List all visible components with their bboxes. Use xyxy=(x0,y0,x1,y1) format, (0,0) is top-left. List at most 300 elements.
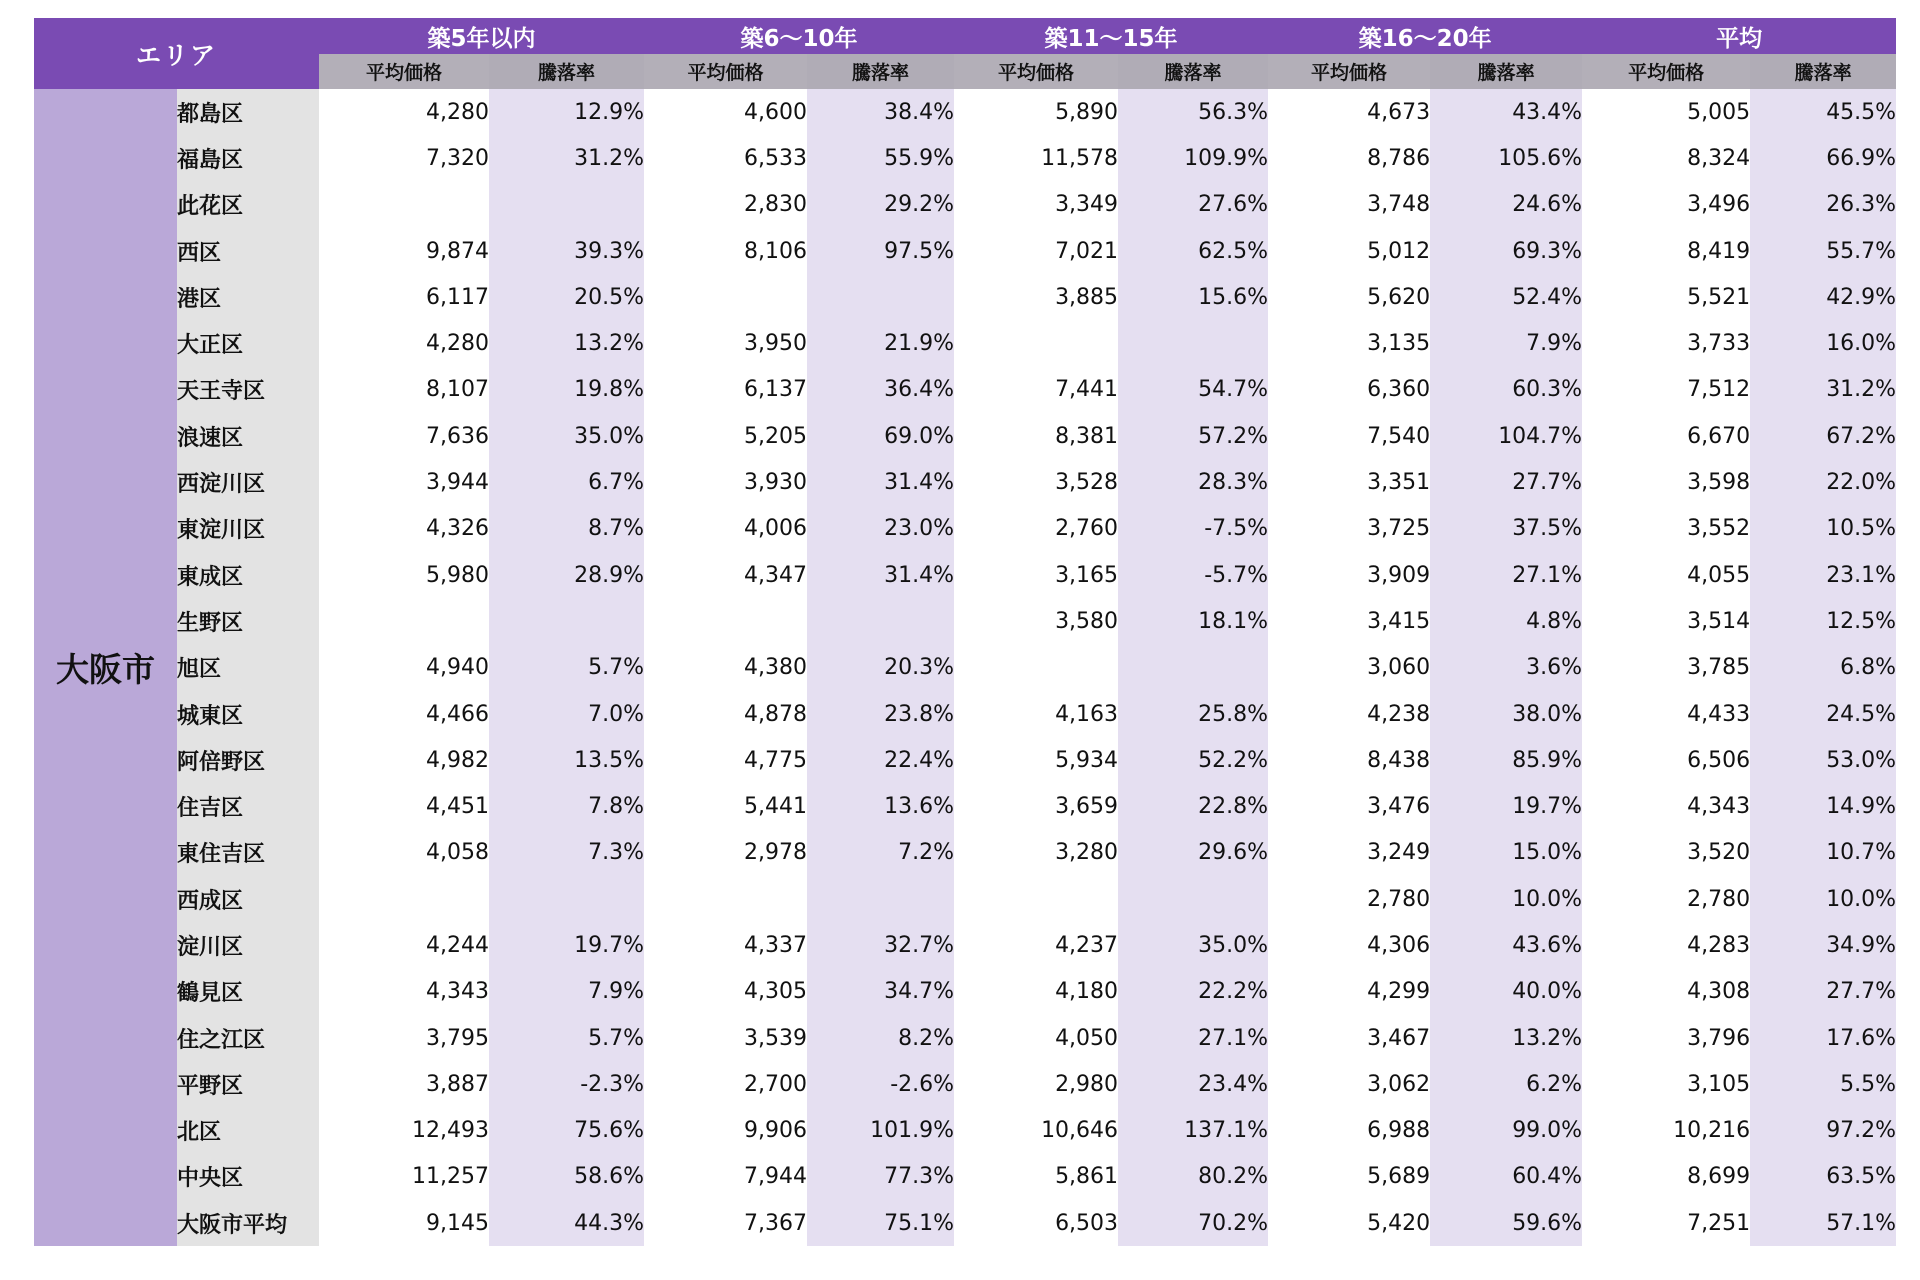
rate-cell: 27.1% xyxy=(1118,1015,1268,1061)
price-cell: 3,062 xyxy=(1268,1061,1430,1107)
header-row-groups xyxy=(34,18,1896,54)
rate-cell: 20.5% xyxy=(489,274,644,320)
rate-cell: 19.7% xyxy=(489,922,644,968)
table-row xyxy=(34,1061,1896,1107)
rate-cell: 62.5% xyxy=(1118,228,1268,274)
ward-name: 福島区 xyxy=(177,135,319,181)
rate-cell: 10.7% xyxy=(1750,830,1896,876)
rate-cell: 99.0% xyxy=(1430,1108,1582,1154)
rate-cell: -2.6% xyxy=(807,1061,954,1107)
price-cell: 3,476 xyxy=(1268,783,1430,829)
rate-cell: 13.2% xyxy=(489,320,644,366)
price-cell: 4,238 xyxy=(1268,691,1430,737)
price-cell: 4,600 xyxy=(644,89,807,135)
price-cell: 3,598 xyxy=(1582,459,1750,505)
price-cell: 4,878 xyxy=(644,691,807,737)
price-cell: 3,950 xyxy=(644,320,807,366)
rate-cell: 31.4% xyxy=(807,459,954,505)
table-row xyxy=(34,506,1896,552)
price-cell: 4,326 xyxy=(319,506,489,552)
price-cell: 2,980 xyxy=(954,1061,1118,1107)
rate-cell: 80.2% xyxy=(1118,1154,1268,1200)
price-cell xyxy=(319,598,489,644)
rate-cell: 8.2% xyxy=(807,1015,954,1061)
price-cell: 6,117 xyxy=(319,274,489,320)
ward-name: 生野区 xyxy=(177,598,319,644)
price-cell: 3,514 xyxy=(1582,598,1750,644)
price-cell: 7,636 xyxy=(319,413,489,459)
rate-cell: 17.6% xyxy=(1750,1015,1896,1061)
rate-cell: 42.9% xyxy=(1750,274,1896,320)
price-table xyxy=(34,18,1896,1246)
rate-cell: 85.9% xyxy=(1430,737,1582,783)
rate-cell: 52.4% xyxy=(1430,274,1582,320)
rate-cell: -7.5% xyxy=(1118,506,1268,552)
price-cell: 3,785 xyxy=(1582,645,1750,691)
rate-cell xyxy=(1118,320,1268,366)
rate-cell: 52.2% xyxy=(1118,737,1268,783)
sub-header-rate: 騰落率 xyxy=(489,54,644,89)
rate-cell: 22.0% xyxy=(1750,459,1896,505)
rate-cell: 13.6% xyxy=(807,783,954,829)
price-cell: 5,420 xyxy=(1268,1200,1430,1246)
rate-cell: 97.2% xyxy=(1750,1108,1896,1154)
price-cell: 7,441 xyxy=(954,367,1118,413)
ward-name: 西成区 xyxy=(177,876,319,922)
rate-cell: 16.0% xyxy=(1750,320,1896,366)
group-header: 平均 xyxy=(1582,18,1896,54)
price-cell xyxy=(319,182,489,228)
rate-cell: 22.2% xyxy=(1118,969,1268,1015)
price-cell: 3,885 xyxy=(954,274,1118,320)
price-cell: 3,944 xyxy=(319,459,489,505)
price-cell xyxy=(954,645,1118,691)
table-row xyxy=(34,969,1896,1015)
rate-cell xyxy=(807,876,954,922)
ward-name: 鶴見区 xyxy=(177,969,319,1015)
price-cell: 4,673 xyxy=(1268,89,1430,135)
rate-cell: 53.0% xyxy=(1750,737,1896,783)
rate-cell: 75.1% xyxy=(807,1200,954,1246)
rate-cell: 7.9% xyxy=(489,969,644,1015)
sub-header-rate: 騰落率 xyxy=(807,54,954,89)
rate-cell xyxy=(807,274,954,320)
ward-name: 阿倍野区 xyxy=(177,737,319,783)
price-cell: 4,466 xyxy=(319,691,489,737)
ward-name: 城東区 xyxy=(177,691,319,737)
rate-cell: 27.7% xyxy=(1430,459,1582,505)
rate-cell: 29.2% xyxy=(807,182,954,228)
group-header: 築6〜10年 xyxy=(644,18,954,54)
price-cell: 7,512 xyxy=(1582,367,1750,413)
price-cell: 6,670 xyxy=(1582,413,1750,459)
price-cell: 4,305 xyxy=(644,969,807,1015)
price-cell: 3,733 xyxy=(1582,320,1750,366)
price-cell: 11,257 xyxy=(319,1154,489,1200)
rate-cell: 27.1% xyxy=(1430,552,1582,598)
rate-cell: 45.5% xyxy=(1750,89,1896,135)
price-cell: 5,689 xyxy=(1268,1154,1430,1200)
rate-cell: 27.7% xyxy=(1750,969,1896,1015)
ward-name: 西淀川区 xyxy=(177,459,319,505)
price-cell: 11,578 xyxy=(954,135,1118,181)
price-cell: 3,725 xyxy=(1268,506,1430,552)
rate-cell: 10.5% xyxy=(1750,506,1896,552)
rate-cell: 7.0% xyxy=(489,691,644,737)
rate-cell: 56.3% xyxy=(1118,89,1268,135)
rate-cell: 12.9% xyxy=(489,89,644,135)
ward-name: 淀川区 xyxy=(177,922,319,968)
price-cell: 7,367 xyxy=(644,1200,807,1246)
rate-cell: 6.7% xyxy=(489,459,644,505)
table-row xyxy=(34,645,1896,691)
table-row xyxy=(34,320,1896,366)
price-cell: 5,521 xyxy=(1582,274,1750,320)
price-cell: 4,982 xyxy=(319,737,489,783)
price-cell: 4,451 xyxy=(319,783,489,829)
total-row xyxy=(34,1200,1896,1246)
price-cell: 8,107 xyxy=(319,367,489,413)
price-cell: 6,988 xyxy=(1268,1108,1430,1154)
rate-cell: 23.8% xyxy=(807,691,954,737)
ward-name: 住之江区 xyxy=(177,1015,319,1061)
ward-name: 東淀川区 xyxy=(177,506,319,552)
price-cell: 3,659 xyxy=(954,783,1118,829)
table-row xyxy=(34,737,1896,783)
rate-cell xyxy=(489,876,644,922)
price-cell: 7,944 xyxy=(644,1154,807,1200)
rate-cell: 24.6% xyxy=(1430,182,1582,228)
price-cell xyxy=(644,274,807,320)
rate-cell: 7.2% xyxy=(807,830,954,876)
price-cell: 5,620 xyxy=(1268,274,1430,320)
table-row xyxy=(34,1154,1896,1200)
rate-cell: 75.6% xyxy=(489,1108,644,1154)
price-cell: 3,280 xyxy=(954,830,1118,876)
rate-cell: 13.2% xyxy=(1430,1015,1582,1061)
rate-cell: 101.9% xyxy=(807,1108,954,1154)
price-cell xyxy=(644,876,807,922)
price-cell: 6,360 xyxy=(1268,367,1430,413)
rate-cell: 29.6% xyxy=(1118,830,1268,876)
rate-cell: 57.1% xyxy=(1750,1200,1896,1246)
price-cell: 4,940 xyxy=(319,645,489,691)
price-cell: 3,748 xyxy=(1268,182,1430,228)
price-cell: 4,343 xyxy=(319,969,489,1015)
price-cell: 4,244 xyxy=(319,922,489,968)
rate-cell: 58.6% xyxy=(489,1154,644,1200)
table-row xyxy=(34,228,1896,274)
rate-cell: 22.8% xyxy=(1118,783,1268,829)
rate-cell: -5.7% xyxy=(1118,552,1268,598)
rate-cell: 66.9% xyxy=(1750,135,1896,181)
price-cell: 3,796 xyxy=(1582,1015,1750,1061)
price-cell: 8,324 xyxy=(1582,135,1750,181)
rate-cell: 8.7% xyxy=(489,506,644,552)
table-row xyxy=(34,1015,1896,1061)
table-row xyxy=(34,89,1896,135)
price-cell xyxy=(319,876,489,922)
rate-cell: 59.6% xyxy=(1430,1200,1582,1246)
rate-cell xyxy=(1118,645,1268,691)
table-row xyxy=(34,135,1896,181)
price-cell: 5,012 xyxy=(1268,228,1430,274)
rate-cell: 13.5% xyxy=(489,737,644,783)
price-cell: 10,216 xyxy=(1582,1108,1750,1154)
ward-name: 西区 xyxy=(177,228,319,274)
rate-cell: 6.8% xyxy=(1750,645,1896,691)
ward-name: 北区 xyxy=(177,1108,319,1154)
price-cell: 3,351 xyxy=(1268,459,1430,505)
price-cell: 7,540 xyxy=(1268,413,1430,459)
price-cell: 8,786 xyxy=(1268,135,1430,181)
price-cell: 8,438 xyxy=(1268,737,1430,783)
price-cell: 4,308 xyxy=(1582,969,1750,1015)
price-cell: 2,700 xyxy=(644,1061,807,1107)
rate-cell: 6.2% xyxy=(1430,1061,1582,1107)
rate-cell: 4.8% xyxy=(1430,598,1582,644)
price-cell: 8,381 xyxy=(954,413,1118,459)
price-cell: 3,909 xyxy=(1268,552,1430,598)
price-cell: 7,251 xyxy=(1582,1200,1750,1246)
price-cell: 6,506 xyxy=(1582,737,1750,783)
ward-name: 東住吉区 xyxy=(177,830,319,876)
rate-cell: 38.4% xyxy=(807,89,954,135)
ward-name: 大正区 xyxy=(177,320,319,366)
rate-cell: 55.7% xyxy=(1750,228,1896,274)
price-cell: 3,165 xyxy=(954,552,1118,598)
price-cell: 2,780 xyxy=(1268,876,1430,922)
price-cell xyxy=(954,320,1118,366)
city-label: 大阪市 xyxy=(34,89,177,1246)
price-cell: 4,006 xyxy=(644,506,807,552)
group-header: 築5年以内 xyxy=(319,18,644,54)
price-cell: 3,060 xyxy=(1268,645,1430,691)
price-cell: 2,978 xyxy=(644,830,807,876)
ward-name: 天王寺区 xyxy=(177,367,319,413)
price-cell: 4,163 xyxy=(954,691,1118,737)
price-cell: 6,137 xyxy=(644,367,807,413)
rate-cell: 28.3% xyxy=(1118,459,1268,505)
price-cell: 4,775 xyxy=(644,737,807,783)
rate-cell: 63.5% xyxy=(1750,1154,1896,1200)
table-row xyxy=(34,1108,1896,1154)
rate-cell: 97.5% xyxy=(807,228,954,274)
ward-name: 中央区 xyxy=(177,1154,319,1200)
sub-header-price: 平均価格 xyxy=(319,54,489,89)
rate-cell: 40.0% xyxy=(1430,969,1582,1015)
price-cell: 3,496 xyxy=(1582,182,1750,228)
table-row xyxy=(34,413,1896,459)
rate-cell: 15.0% xyxy=(1430,830,1582,876)
group-header: 築11〜15年 xyxy=(954,18,1268,54)
rate-cell: 104.7% xyxy=(1430,413,1582,459)
price-cell: 2,780 xyxy=(1582,876,1750,922)
price-cell: 10,646 xyxy=(954,1108,1118,1154)
sub-header-rate: 騰落率 xyxy=(1750,54,1896,89)
area-header: エリア xyxy=(34,18,319,89)
table-row xyxy=(34,367,1896,413)
rate-cell: 31.2% xyxy=(1750,367,1896,413)
price-cell: 6,533 xyxy=(644,135,807,181)
table-row xyxy=(34,274,1896,320)
price-cell: 5,890 xyxy=(954,89,1118,135)
rate-cell: 137.1% xyxy=(1118,1108,1268,1154)
rate-cell: 27.6% xyxy=(1118,182,1268,228)
rate-cell: 69.3% xyxy=(1430,228,1582,274)
rate-cell: 43.6% xyxy=(1430,922,1582,968)
ward-name: 浪速区 xyxy=(177,413,319,459)
price-cell: 5,861 xyxy=(954,1154,1118,1200)
price-cell: 6,503 xyxy=(954,1200,1118,1246)
price-cell: 4,337 xyxy=(644,922,807,968)
rate-cell: 60.3% xyxy=(1430,367,1582,413)
rate-cell: 22.4% xyxy=(807,737,954,783)
rate-cell: 54.7% xyxy=(1118,367,1268,413)
ward-name: 大阪市平均 xyxy=(177,1200,319,1246)
table-row xyxy=(34,459,1896,505)
rate-cell: 26.3% xyxy=(1750,182,1896,228)
price-cell: 2,760 xyxy=(954,506,1118,552)
price-cell: 7,021 xyxy=(954,228,1118,274)
price-cell: 3,467 xyxy=(1268,1015,1430,1061)
table-row xyxy=(34,691,1896,737)
rate-cell: 24.5% xyxy=(1750,691,1896,737)
rate-cell: 67.2% xyxy=(1750,413,1896,459)
rate-cell: 21.9% xyxy=(807,320,954,366)
rate-cell: 44.3% xyxy=(489,1200,644,1246)
table-row xyxy=(34,783,1896,829)
rate-cell: 34.7% xyxy=(807,969,954,1015)
ward-name: 住吉区 xyxy=(177,783,319,829)
price-cell: 3,135 xyxy=(1268,320,1430,366)
rate-cell: 77.3% xyxy=(807,1154,954,1200)
price-cell: 4,380 xyxy=(644,645,807,691)
sub-header-rate: 騰落率 xyxy=(1118,54,1268,89)
rate-cell xyxy=(1118,876,1268,922)
ward-name: 港区 xyxy=(177,274,319,320)
rate-cell: 31.4% xyxy=(807,552,954,598)
rate-cell: 105.6% xyxy=(1430,135,1582,181)
rate-cell: 55.9% xyxy=(807,135,954,181)
rate-cell: 39.3% xyxy=(489,228,644,274)
price-cell: 3,415 xyxy=(1268,598,1430,644)
price-cell: 4,055 xyxy=(1582,552,1750,598)
price-cell: 4,280 xyxy=(319,320,489,366)
rate-cell: 25.8% xyxy=(1118,691,1268,737)
rate-cell: 19.8% xyxy=(489,367,644,413)
price-cell: 5,441 xyxy=(644,783,807,829)
price-cell: 3,580 xyxy=(954,598,1118,644)
price-cell: 8,699 xyxy=(1582,1154,1750,1200)
ward-name: 此花区 xyxy=(177,182,319,228)
table-row xyxy=(34,552,1896,598)
rate-cell xyxy=(807,598,954,644)
price-cell: 3,539 xyxy=(644,1015,807,1061)
sub-header-price: 平均価格 xyxy=(1268,54,1430,89)
rate-cell: 109.9% xyxy=(1118,135,1268,181)
rate-cell: 12.5% xyxy=(1750,598,1896,644)
rate-cell: 28.9% xyxy=(489,552,644,598)
rate-cell: 60.4% xyxy=(1430,1154,1582,1200)
ward-name: 旭区 xyxy=(177,645,319,691)
price-cell: 3,552 xyxy=(1582,506,1750,552)
price-cell: 4,347 xyxy=(644,552,807,598)
ward-name: 平野区 xyxy=(177,1061,319,1107)
price-cell: 4,050 xyxy=(954,1015,1118,1061)
price-cell: 4,283 xyxy=(1582,922,1750,968)
price-cell: 9,906 xyxy=(644,1108,807,1154)
price-cell: 8,419 xyxy=(1582,228,1750,274)
rate-cell: 19.7% xyxy=(1430,783,1582,829)
rate-cell: 5.7% xyxy=(489,645,644,691)
price-cell: 4,058 xyxy=(319,830,489,876)
price-cell: 3,887 xyxy=(319,1061,489,1107)
rate-cell: 7.3% xyxy=(489,830,644,876)
price-cell: 3,349 xyxy=(954,182,1118,228)
rate-cell: 36.4% xyxy=(807,367,954,413)
price-cell: 7,320 xyxy=(319,135,489,181)
table-row xyxy=(34,598,1896,644)
rate-cell: 43.4% xyxy=(1430,89,1582,135)
ward-name: 都島区 xyxy=(177,89,319,135)
price-cell xyxy=(954,876,1118,922)
price-cell: 3,105 xyxy=(1582,1061,1750,1107)
price-cell: 3,795 xyxy=(319,1015,489,1061)
rate-cell: 70.2% xyxy=(1118,1200,1268,1246)
rate-cell: 5.7% xyxy=(489,1015,644,1061)
price-cell: 2,830 xyxy=(644,182,807,228)
price-cell: 9,874 xyxy=(319,228,489,274)
rate-cell: 18.1% xyxy=(1118,598,1268,644)
price-cell: 3,520 xyxy=(1582,830,1750,876)
rate-cell: 69.0% xyxy=(807,413,954,459)
price-cell: 5,934 xyxy=(954,737,1118,783)
price-cell: 4,237 xyxy=(954,922,1118,968)
price-cell: 3,249 xyxy=(1268,830,1430,876)
rate-cell: 7.9% xyxy=(1430,320,1582,366)
rate-cell: 20.3% xyxy=(807,645,954,691)
rate-cell xyxy=(489,598,644,644)
price-cell: 4,306 xyxy=(1268,922,1430,968)
price-cell: 4,433 xyxy=(1582,691,1750,737)
table-row xyxy=(34,830,1896,876)
price-cell: 3,930 xyxy=(644,459,807,505)
price-cell: 5,980 xyxy=(319,552,489,598)
sub-header-price: 平均価格 xyxy=(1582,54,1750,89)
price-cell: 4,180 xyxy=(954,969,1118,1015)
rate-cell: 32.7% xyxy=(807,922,954,968)
rate-cell: -2.3% xyxy=(489,1061,644,1107)
rate-cell: 34.9% xyxy=(1750,922,1896,968)
price-cell: 9,145 xyxy=(319,1200,489,1246)
rate-cell: 31.2% xyxy=(489,135,644,181)
price-cell: 4,280 xyxy=(319,89,489,135)
rate-cell: 10.0% xyxy=(1750,876,1896,922)
sub-header-price: 平均価格 xyxy=(954,54,1118,89)
ward-name: 東成区 xyxy=(177,552,319,598)
table-body xyxy=(34,89,1896,1246)
rate-cell: 23.1% xyxy=(1750,552,1896,598)
price-cell: 5,205 xyxy=(644,413,807,459)
sub-header-rate: 騰落率 xyxy=(1430,54,1582,89)
rate-cell: 37.5% xyxy=(1430,506,1582,552)
price-cell: 8,106 xyxy=(644,228,807,274)
rate-cell xyxy=(489,182,644,228)
price-cell: 5,005 xyxy=(1582,89,1750,135)
rate-cell: 10.0% xyxy=(1430,876,1582,922)
rate-cell: 23.4% xyxy=(1118,1061,1268,1107)
